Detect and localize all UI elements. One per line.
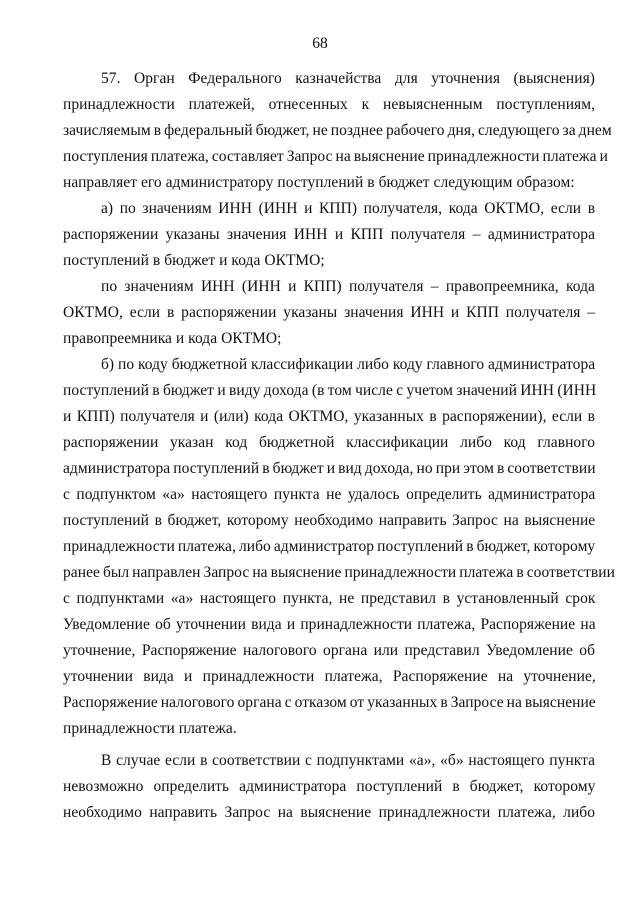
- text-line: направляет его администратору поступлений в бюджет следующим образом:: [63, 174, 575, 191]
- paragraph-a-successor: [63, 274, 595, 352]
- text-line: по значениям ИНН (ИНН и КПП) получателя – правопреемника, кода: [101, 278, 595, 295]
- text-line: правопреемника и кода ОКТМО;: [63, 330, 282, 347]
- text-line: Уведомление об уточнении вида и принадлежности платежа, Распоряжение на: [63, 616, 596, 633]
- text-line: поступлений в бюджет, которому необходимо направить Запрос на выяснение: [63, 512, 596, 529]
- text-line: с подпунктами «а» настоящего пункта, не представил в установленный срок: [63, 590, 596, 607]
- page-number: 68: [312, 35, 328, 52]
- text-line: необходимо направить Запрос на выяснение принадлежности платежа, либо: [63, 804, 596, 821]
- text-line: с подпунктом «а» настоящего пункта не удалось определить администратора: [63, 486, 596, 503]
- text-line: ОКТМО, если в распоряжении указаны значения ИНН и КПП получателя –: [63, 304, 596, 321]
- text-line: распоряжении указаны значения ИНН и КПП получателя – администратора: [63, 226, 596, 243]
- paragraph-b: [63, 352, 615, 742]
- text-line: а) по значениям ИНН (ИНН и КПП) получателя, кода ОКТМО, если в: [101, 200, 596, 217]
- paragraph-in-case: [63, 748, 595, 826]
- document-body: [63, 66, 615, 826]
- text-line: распоряжении указан код бюджетной классификации либо код главного: [63, 434, 596, 451]
- text-line: б) по коду бюджетной классификации либо коду главного администратора: [101, 356, 596, 373]
- text-line: и КПП) получателя и (или) кода ОКТМО, указанных в распоряжении), если в: [63, 408, 595, 425]
- paragraph-a: [63, 196, 595, 274]
- text-line: зачисляемым в федеральный бюджет, не позднее рабочего дня, следующего за днем: [63, 122, 612, 139]
- text-line: В случае если в соответствии с подпунктами «а», «б» настоящего пункта: [101, 752, 596, 769]
- text-line: администратора поступлений в бюджет и вид дохода, но при этом в соответствии: [63, 460, 596, 477]
- text-line: 57. Орган Федерального казначейства для уточнения (выяснения): [101, 70, 596, 87]
- text-line: Распоряжение налогового органа с отказом от указанных в Запросе на выяснение: [63, 694, 596, 711]
- text-line: уточнении вида и принадлежности платежа, Распоряжение на уточнение,: [63, 668, 596, 685]
- text-line: невозможно определить администратора поступлений в бюджет, которому: [63, 778, 596, 795]
- text-line: принадлежности платежа.: [63, 720, 237, 737]
- text-line: ранее был направлен Запрос на выяснение принадлежности платежа в соответствии: [63, 564, 615, 581]
- text-line: принадлежности платежа, либо администратор поступлений в бюджет, которому: [63, 538, 596, 555]
- text-line: поступлений в бюджет и кода ОКТМО;: [63, 252, 325, 269]
- text-line: поступления платежа, составляет Запрос на выяснение принадлежности платежа и: [63, 148, 608, 165]
- text-line: уточнение, Распоряжение налогового органа или представил Уведомление об: [63, 642, 596, 659]
- paragraph-57: [63, 66, 612, 196]
- text-line: принадлежности платежей, отнесенных к невыясненным поступлениям,: [63, 96, 595, 113]
- text-line: поступлений в бюджет и виду дохода (в том числе с учетом значений ИНН (ИНН: [63, 382, 597, 399]
